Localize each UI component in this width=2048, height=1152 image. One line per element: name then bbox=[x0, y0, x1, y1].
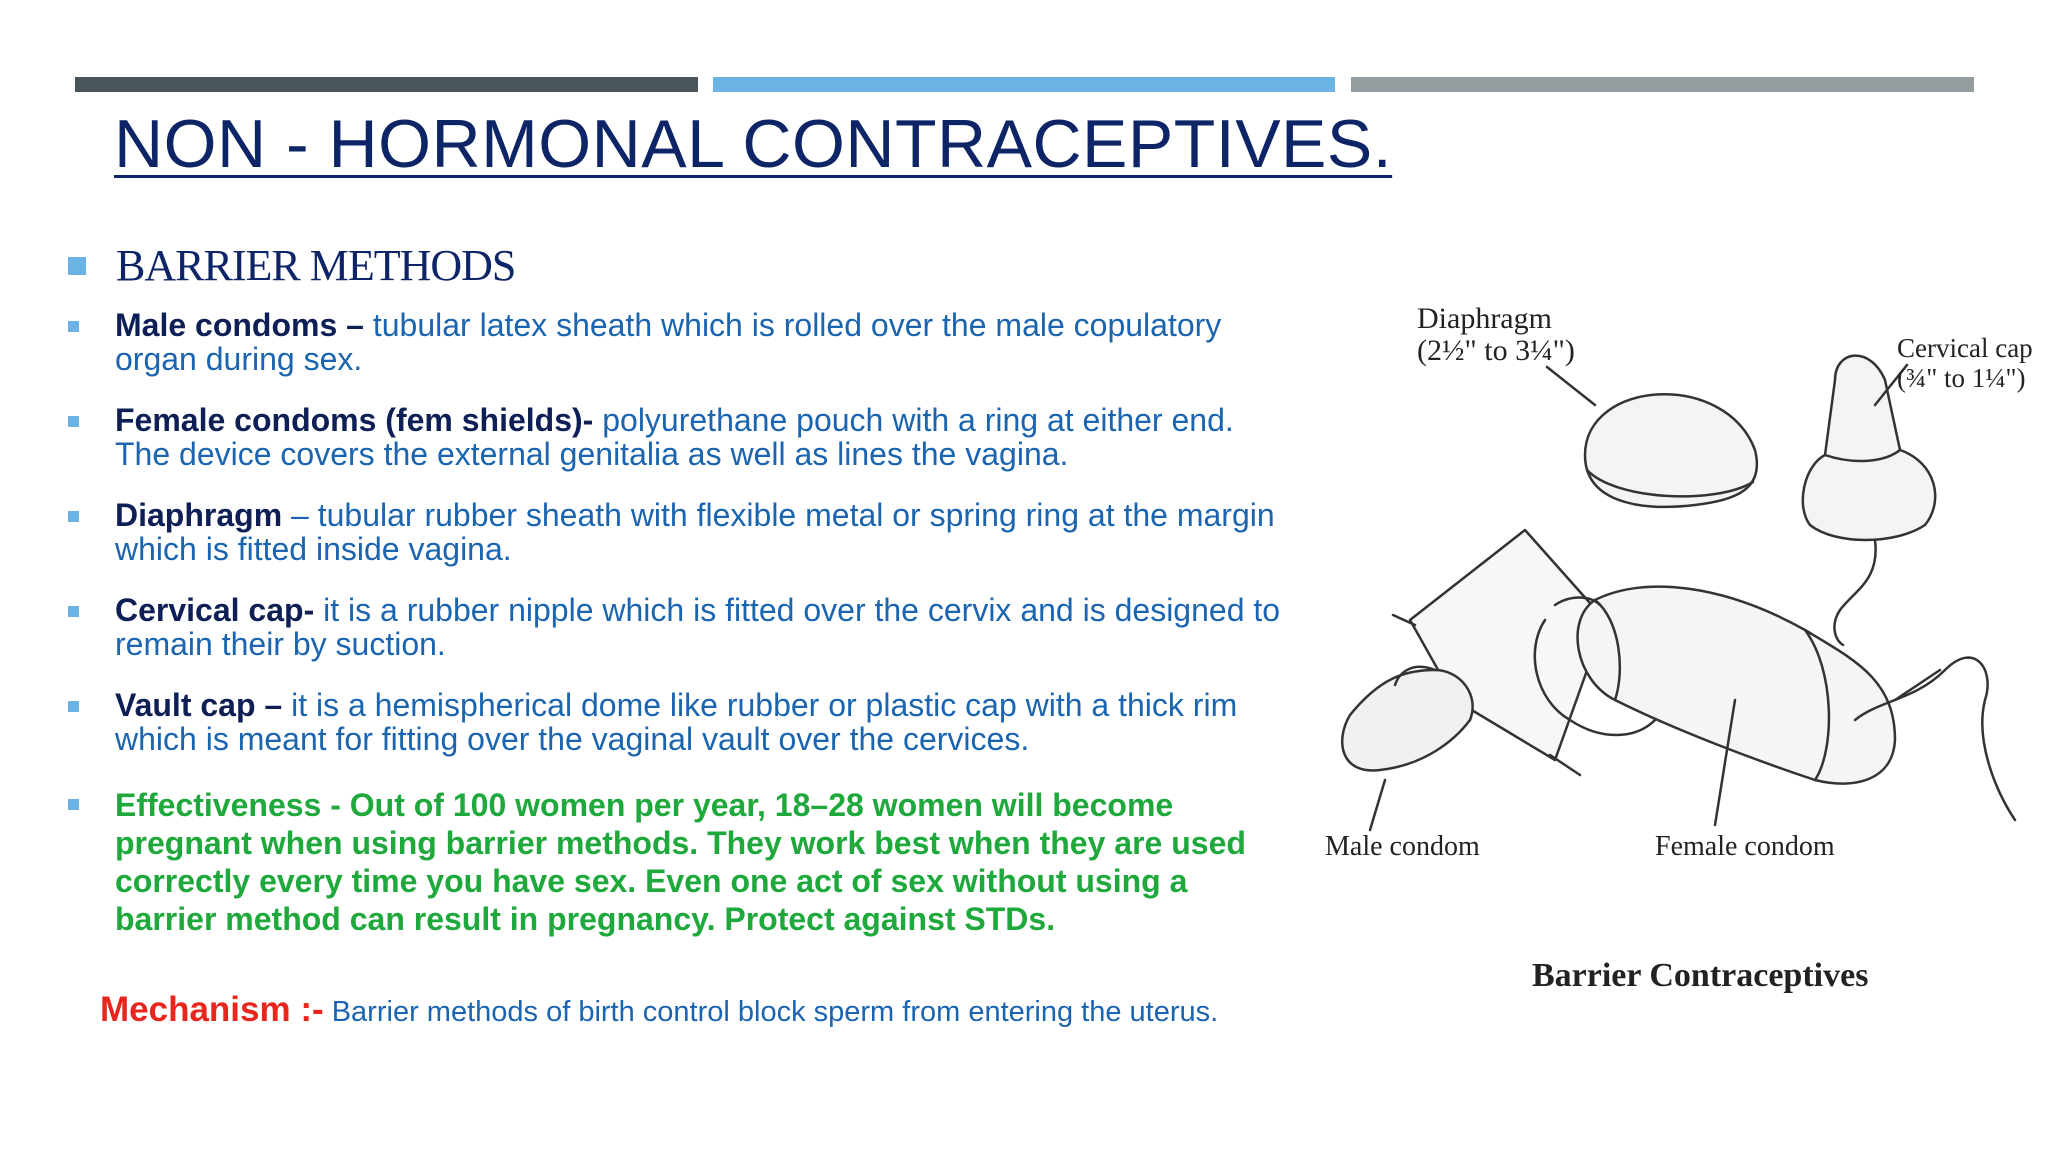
item-text bbox=[115, 688, 1295, 756]
mechanism-term: Mechanism :- bbox=[100, 990, 324, 1029]
diaphragm-label-name: Diaphragm bbox=[1417, 302, 1552, 335]
slide-title: NON - HORMONAL CONTRACEPTIVES. bbox=[114, 106, 1393, 182]
item-desc: Out of 100 women per year, 18–28 women will become pregnant when using barrier methods. They work best when they are used correctly every time you have sex. Even one act of sex without using a barrier method can result in pregnancy. Protect against STDs. bbox=[115, 787, 1246, 937]
top-bar-gray bbox=[1351, 77, 1974, 92]
cervical-cap-label-size: (¾" to 1¼") bbox=[1897, 363, 2026, 393]
square-bullet-icon bbox=[68, 416, 79, 427]
illustration-drawing bbox=[1295, 200, 2025, 1050]
section-heading-label: BARRIER METHODS bbox=[116, 241, 516, 290]
section-heading bbox=[68, 240, 515, 291]
square-bullet-icon bbox=[68, 606, 79, 617]
item-desc: tubular latex sheath which is rolled over the male copulatory organ during sex. bbox=[115, 307, 1222, 377]
item-term: Female condoms (fem shields)- bbox=[115, 402, 594, 438]
diaphragm-label-size: (2½" to 3¼") bbox=[1417, 334, 1575, 367]
square-bullet-icon bbox=[68, 799, 79, 810]
item-desc: polyurethane pouch with a ring at either end. The device covers the external genitalia as well as lines the vagina. bbox=[115, 402, 1234, 472]
mechanism-paragraph bbox=[64, 992, 1284, 1030]
item-term: Effectiveness - bbox=[115, 787, 341, 823]
item-desc: it is a rubber nipple which is fitted over the cervix and is designed to remain their by suction. bbox=[115, 592, 1281, 662]
square-bullet-icon bbox=[68, 321, 79, 332]
item-text bbox=[115, 593, 1295, 661]
item-text bbox=[115, 403, 1295, 471]
female-condom-label: Female condom bbox=[1655, 831, 1835, 862]
male-condom-label: Male condom bbox=[1325, 831, 1480, 862]
illustration-caption: Barrier Contraceptives bbox=[1532, 957, 1869, 994]
diaphragm-label bbox=[1417, 303, 1575, 367]
item-text bbox=[115, 498, 1295, 566]
mechanism-desc: Barrier methods of birth control block sperm from entering the uterus. bbox=[323, 996, 1219, 1028]
cervical-cap-label bbox=[1897, 333, 2033, 393]
barrier-contraceptives-illustration bbox=[1295, 200, 2033, 1050]
item-term: Male condoms – bbox=[115, 307, 364, 343]
item-text bbox=[115, 786, 1295, 938]
item-term: Cervical cap- bbox=[115, 592, 315, 628]
cervical-cap-label-name: Cervical cap bbox=[1897, 333, 2033, 363]
item-term: Vault cap – bbox=[115, 687, 283, 723]
item-desc: it is a hemispherical dome like rubber or plastic cap with a thick rim which is meant for fitting over the vaginal vault over the cervices. bbox=[115, 687, 1238, 757]
square-bullet-icon bbox=[68, 701, 79, 712]
square-bullet-icon bbox=[68, 511, 79, 522]
item-desc: – tubular rubber sheath with flexible metal or spring ring at the margin which is fitted inside vagina. bbox=[115, 497, 1275, 567]
item-term: Diaphragm bbox=[115, 497, 283, 533]
item-text bbox=[115, 308, 1295, 376]
square-bullet-icon bbox=[68, 257, 86, 275]
